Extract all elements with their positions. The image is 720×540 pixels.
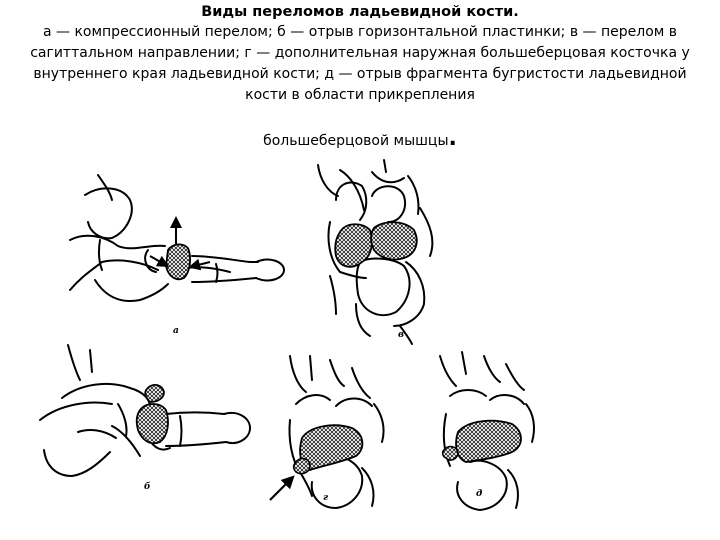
panel-a-label: а [173, 326, 179, 336]
panel-v-label: в [398, 330, 404, 340]
panel-b-label: б [144, 482, 151, 492]
panel-g-label: г [323, 493, 329, 503]
panel-g-pointer-arrow [270, 480, 290, 500]
caption-end-mark: . [448, 126, 457, 151]
slide-title: Виды переломов ладьевидной кости. [201, 4, 519, 20]
figure-caption: а — компрессионный перелом; б — отрыв горизонтальной пластинки; в — перелом в сагиттальном направлении; г — дополнительная наружная большеберцовая косточка у внутреннего края ладьевидной кости; д — отрыв фрагмента бугристости ладьевидной кости в области прикрепления [30, 24, 690, 103]
panel-g-accessory-bone [294, 459, 310, 474]
panel-b-navicular [137, 404, 168, 443]
panel-d-navicular [456, 421, 521, 462]
panel-a-navicular-fracture [166, 244, 190, 279]
panel-b-avulsed-fragment [145, 385, 164, 402]
panel-d-tuberosity-fragment [443, 447, 458, 461]
caption-end-text: большеберцовой мышцы [263, 133, 449, 149]
panel-d-label: д [476, 489, 483, 499]
panel-v-navicular-lateral-fragment [371, 222, 417, 259]
